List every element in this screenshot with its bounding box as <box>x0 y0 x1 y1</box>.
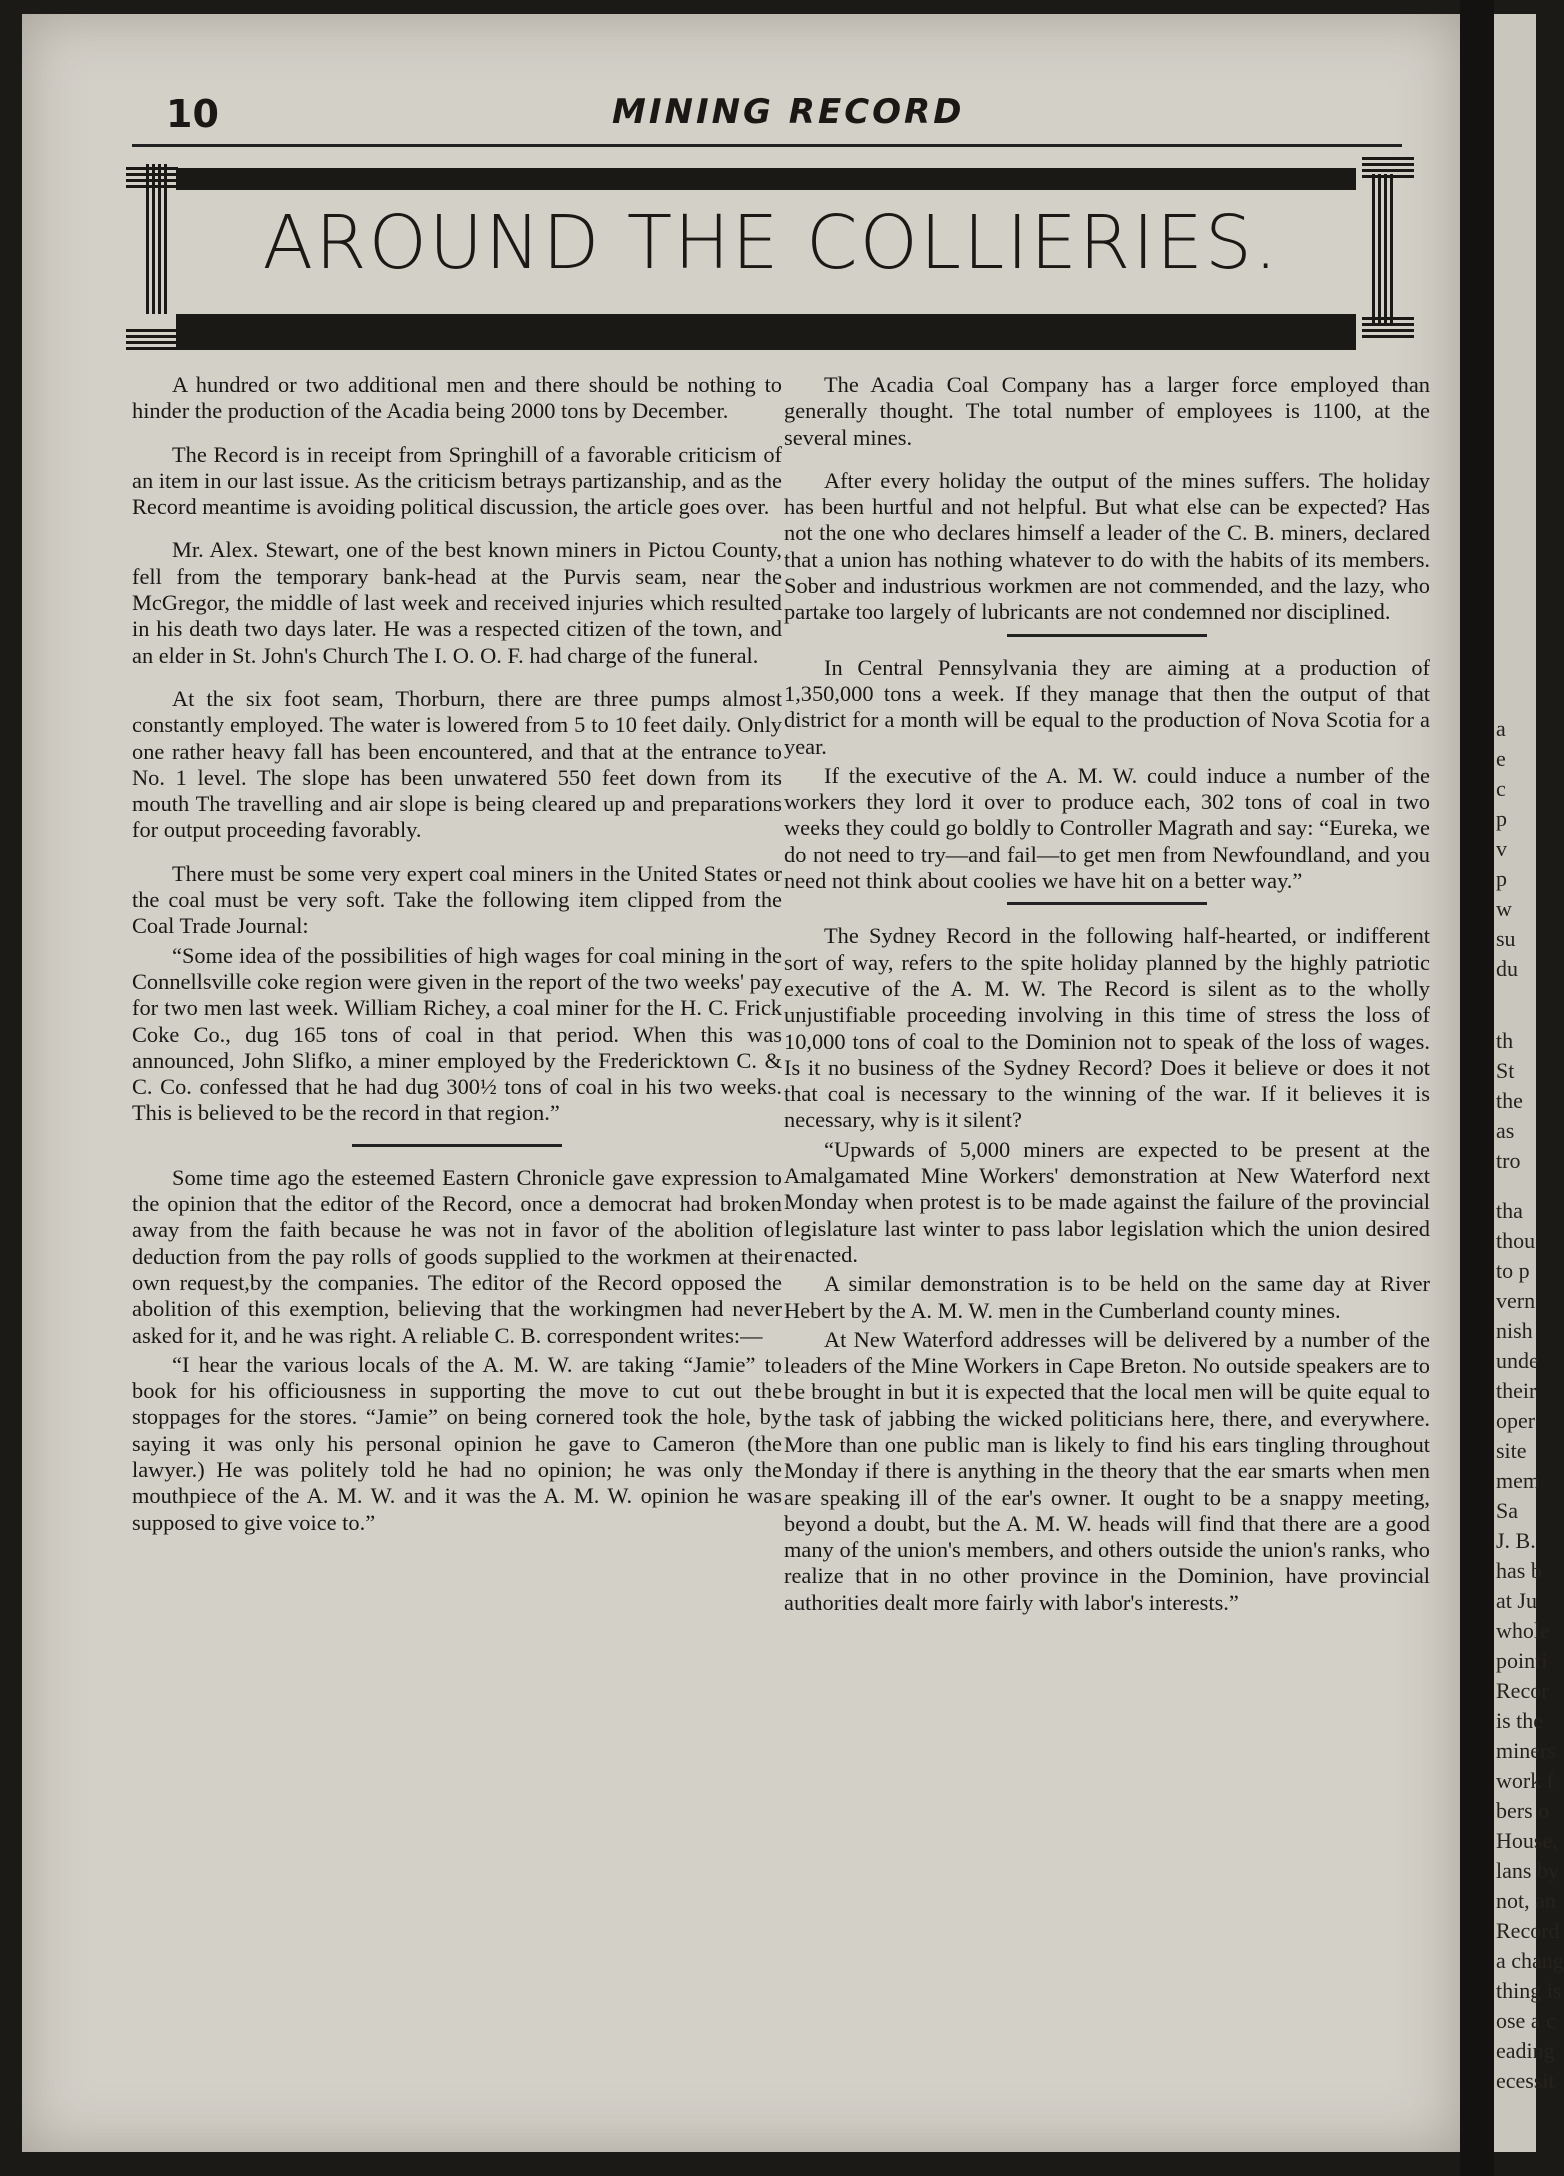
adjacent-page-text-fragment: mem <box>1496 1468 1540 1493</box>
article-divider <box>352 1144 562 1147</box>
section-title: AROUND THE COLLIERIES. <box>262 200 1280 286</box>
adjacent-page-text-fragment: Sa <box>1496 1498 1518 1523</box>
adjacent-page-text-fragment: as <box>1496 1118 1515 1143</box>
banner-top-bar <box>176 168 1356 190</box>
quoted-paragraph: “I hear the various locals of the A. M. W. are taking “Jamie” to book for his officiousness in supporting the move to cut out the stoppages for the stores. “Jamie” on being cornered took the hole, by saying it was only his personal opinion he gave to Cameron (the lawyer.) He was politely told he had no opinion; he was only the mouthpiece of the A. M. W. and it was the A. M. W. opinion he was supposed to give voice to.” <box>132 1351 782 1535</box>
adjacent-page-text-fragment: miners <box>1496 1738 1556 1763</box>
adjacent-page-text-fragment: e <box>1496 746 1506 771</box>
quoted-paragraph: “Some idea of the possibilities of high wages for coal mining in the Connellsville coke region were given in the report of the two weeks' pay for two men last week. William Richey, a coal miner for the H. C. Frick Coke Co., dug 165 tons of coal in that period. When this was announced, John Slifko, a miner employed by the Fredericktown C. & C. Co. confessed that he had dug 300½ tons of coal in his two weeks. This is believed to be the record in that region.” <box>132 942 782 1126</box>
adjacent-page-edge <box>1494 14 1564 2152</box>
adjacent-page-text-fragment: has b <box>1496 1558 1542 1583</box>
newspaper-page <box>22 14 1460 2152</box>
adjacent-page-text-fragment: tha <box>1496 1198 1523 1223</box>
adjacent-page-text-fragment: w <box>1496 896 1512 921</box>
adjacent-page-text-fragment: su <box>1496 926 1516 951</box>
adjacent-page-text-fragment: lans by <box>1496 1858 1559 1883</box>
quoted-paragraph: “Upwards of 5,000 miners are expected to be present at the Amalgamated Mine Workers' demonstration at New Waterford next Monday when protest is to be made against the failure of the provincial legislature last winter to pass labor legislation which the union desired enacted. <box>784 1136 1430 1267</box>
page-number: 10 <box>166 92 219 136</box>
article-divider <box>1007 902 1207 905</box>
adjacent-page-text-fragment: du <box>1496 956 1518 981</box>
article-paragraph: If the executive of the A. M. W. could induce a number of the workers they lord it over to produce each, 302 tons of coal in two weeks they could go boldly to Controller Magrath and say: “Eureka, we do not need to try—and fail—to get men from Newfoundland, and you need not think about coolies we have hit on a better way.” <box>784 762 1430 894</box>
adjacent-page-text-fragment: thing is <box>1496 1978 1562 2003</box>
adjacent-page-text-fragment: whole <box>1496 1618 1550 1643</box>
adjacent-page-text-fragment: Record <box>1496 1918 1560 1943</box>
binding-gutter <box>1460 0 1494 2176</box>
left-column <box>132 372 782 1539</box>
adjacent-page-text-fragment: tro <box>1496 1148 1521 1173</box>
adjacent-page-text-fragment: a <box>1496 716 1506 741</box>
adjacent-page-text-fragment: c <box>1496 776 1506 801</box>
article-paragraph: Some time ago the esteemed Eastern Chronicle gave expression to the opinion that the editor of the Record, once a democrat had broken away from the faith because he was not in favor of the abolition of deduction from the pay rolls of goods supplied to the workmen at their own request,by the companies. The editor of the Record opposed the abolition of this exemption, believing that the workingmen had never asked for it, and he was right. A reliable C. B. correspondent writes:— <box>132 1164 782 1348</box>
article-paragraph: At the six foot seam, Thorburn, there are three pumps almost constantly employed. The water is lowered from 5 to 10 feet daily. Only one rather heavy fall has been encountered, and that at the entrance to No. 1 level. The slope has been unwatered 550 feet down from its mouth The travelling and air slope is being cleared up and preparations for output proceeding favorably. <box>132 685 782 843</box>
adjacent-page-text-fragment: th <box>1496 1028 1514 1053</box>
article-paragraph: A hundred or two additional men and there should be nothing to hinder the production of the Acadia being 2000 tons by December. <box>132 372 782 424</box>
right-column <box>784 372 1430 1619</box>
running-head <box>22 14 1460 144</box>
article-paragraph: In Central Pennsylvania they are aiming at a production of 1,350,000 tons a week. If they manage that then the output of that district for a month will be equal to the production of Nova Scotia for a year. <box>784 654 1430 759</box>
adjacent-page-text-fragment: unde <box>1496 1348 1539 1373</box>
adjacent-page-text-fragment: J. B. <box>1496 1528 1536 1553</box>
article-paragraph: The Record is in receipt from Springhill of a favorable criticism of an item in our last issue. As the criticism betrays partizanship, and as the Record meantime is avoiding political discussion, the article goes over. <box>132 441 782 520</box>
adjacent-page-text-fragment: their <box>1496 1378 1537 1403</box>
banner-corner-ornament <box>1362 314 1414 338</box>
article-paragraph: There must be some very expert coal miners in the United States or the coal must be very soft. Take the following item clipped from the Coal Trade Journal: <box>132 860 782 939</box>
adjacent-page-text-fragment: not, an <box>1496 1888 1556 1913</box>
adjacent-page-text-fragment: site <box>1496 1438 1527 1463</box>
banner-corner-ornament <box>1362 154 1414 178</box>
adjacent-page-text-fragment: is the <box>1496 1708 1544 1733</box>
adjacent-page-text-fragment: Recor <box>1496 1678 1549 1703</box>
adjacent-page-text-fragment: ose a c <box>1496 2008 1556 2033</box>
article-paragraph: After every holiday the output of the mines suffers. The holiday has been hurtful and not helpful. But what else can be expected? Has not the one who declares himself a leader of the C. B. miners, declared that a union has nothing whatever to do with the habits of its members. Sober and industrious workmen are not commended, and the lazy, who partake too largely of lubricants are not condemned nor disciplined. <box>784 467 1430 625</box>
adjacent-page-text-fragment: bers o <box>1496 1798 1550 1823</box>
article-paragraph: The Acadia Coal Company has a larger force employed than generally thought. The total number of employees is 1100, at the several mines. <box>784 372 1430 450</box>
adjacent-page-text-fragment: House, <box>1496 1828 1558 1853</box>
adjacent-page-text-fragment: oper <box>1496 1408 1536 1433</box>
adjacent-page-text-fragment: work f <box>1496 1768 1555 1793</box>
adjacent-page-text-fragment: p <box>1496 866 1507 891</box>
adjacent-page-text-fragment: ecessit <box>1496 2068 1555 2093</box>
adjacent-page-text-fragment: eading <box>1496 2038 1555 2063</box>
journal-title: MINING RECORD <box>612 92 965 132</box>
adjacent-page-text-fragment: to p <box>1496 1258 1530 1283</box>
banner-bottom-bar <box>176 314 1356 350</box>
adjacent-page-text-fragment: the <box>1496 1088 1523 1113</box>
adjacent-page-text-fragment: a chang <box>1496 1948 1564 1973</box>
section-banner <box>126 154 1416 369</box>
adjacent-page-text-fragment: thou <box>1496 1228 1536 1253</box>
adjacent-page-text-fragment: p <box>1496 806 1507 831</box>
adjacent-page-text-fragment: at Ju <box>1496 1588 1537 1613</box>
adjacent-page-text-fragment: St <box>1496 1058 1515 1083</box>
quoted-paragraph: At New Waterford addresses will be delivered by a number of the leaders of the Mine Workers in Cape Breton. No outside speakers are to be brought in but it is expected that the local men will be quite equal to the task of jabbing the wicked politicians here, there, and everywhere. More than one public man is likely to find his ears tingling throughout Monday if there is anything in the theory that the ear smarts when men are speaking ill of the ear's owner. It ought to be a snappy meeting, beyond a doubt, but the A. M. W. heads will find that there are a good many of the union's members, and others outside the union's ranks, who realize that in no other province in the Dominion, have provincial authorities dealt more fairly with labor's interests.” <box>784 1326 1430 1615</box>
header-rule <box>132 144 1402 147</box>
article-paragraph: Mr. Alex. Stewart, one of the best known miners in Pictou County, fell from the temporary bank-head at the Purvis seam, near the McGregor, the middle of last week and received injuries which resulted in his death two days later. He was a respected citizen of the town, and an elder in St. John's Church The I. O. O. F. had charge of the funeral. <box>132 537 782 668</box>
banner-corner-ornament <box>126 164 178 188</box>
banner-corner-ornament <box>126 326 178 350</box>
adjacent-page-text-fragment: v <box>1496 836 1507 861</box>
adjacent-page-text-fragment: pointi <box>1496 1648 1548 1673</box>
adjacent-page-text-fragment: vern <box>1496 1288 1536 1313</box>
quoted-paragraph: A similar demonstration is to be held on the same day at River Hebert by the A. M. W. men in the Cumberland county mines. <box>784 1271 1430 1323</box>
article-paragraph: The Sydney Record in the following half-hearted, or indifferent sort of way, refers to the spite holiday planned by the highly patriotic executive of the A. M. W. The Record is silent as to the wholly unjustifiable proceeding involving in this time of stress the loss of 10,000 tons of coal to the Dominion not to speak of the loss of wages. Is it no business of the Sydney Record? Does it believe or does it not that coal is necessary to the winning of the war. If it believes it is necessary, why is it silent? <box>784 923 1430 1133</box>
article-divider <box>1007 634 1207 637</box>
adjacent-page-text-fragment: nish <box>1496 1318 1533 1343</box>
